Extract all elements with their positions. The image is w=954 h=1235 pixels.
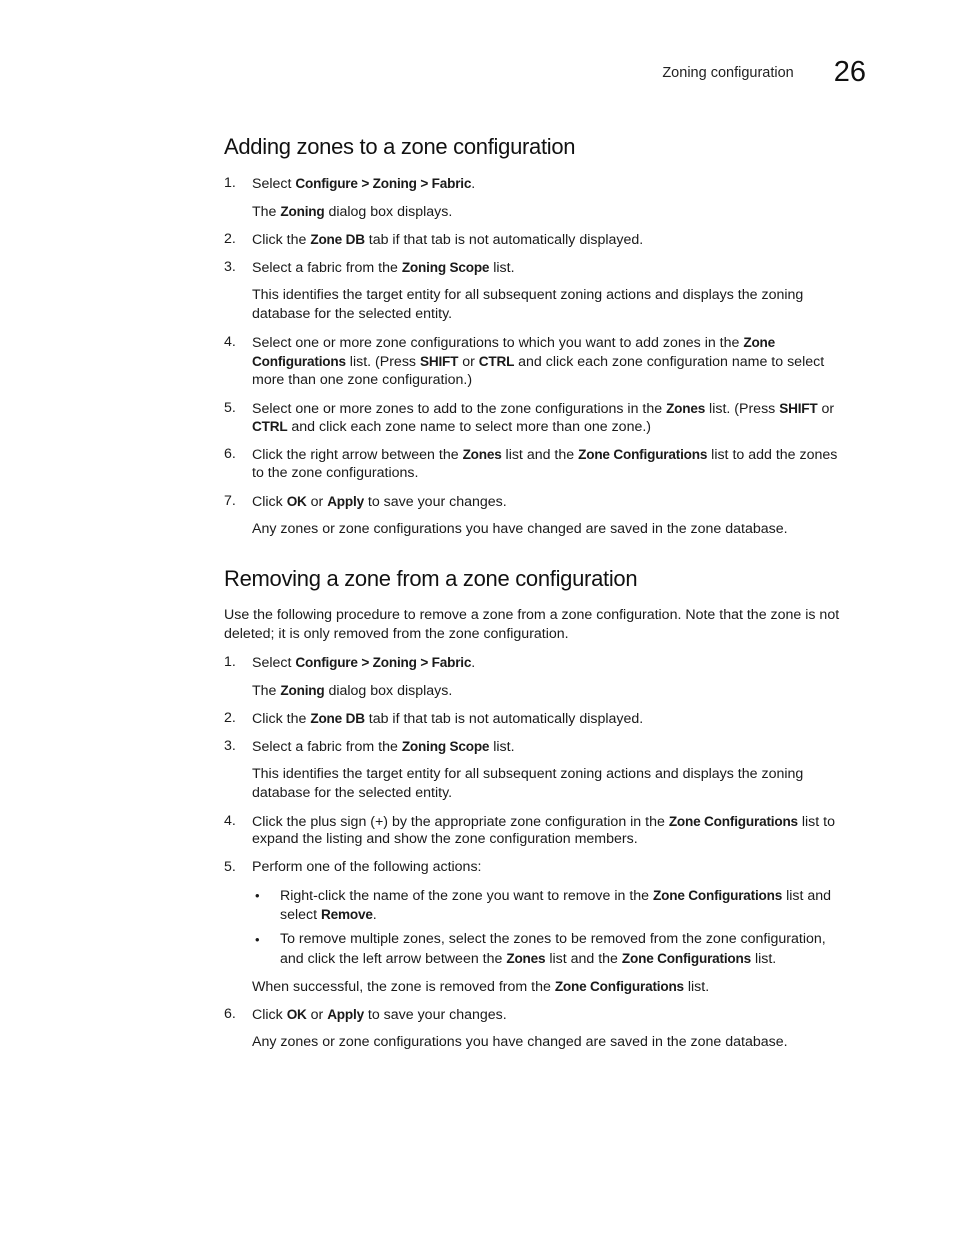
text-run: or	[306, 494, 328, 510]
step-text-line	[252, 417, 651, 437]
ui-term: Zone Configurations	[653, 888, 783, 903]
text-run: list.	[683, 979, 710, 995]
step-text-line	[252, 858, 482, 877]
text-run: Select a fabric from the	[252, 260, 402, 276]
text-run: to the zone configurations.	[252, 465, 419, 481]
step-number: 4.	[224, 813, 236, 829]
step-text-line	[252, 445, 837, 465]
step-text-line	[252, 977, 709, 997]
ui-term: Zone DB	[310, 232, 365, 247]
text-run: Click	[252, 494, 287, 510]
step-text-line	[280, 930, 826, 949]
text-run: Click	[252, 1007, 287, 1023]
step-text-line	[252, 399, 834, 419]
text-run: list. (Press	[345, 354, 420, 370]
text-run: Select a fabric from the	[252, 739, 402, 755]
text-run: Any zones or zone configurations you have changed are saved in the zone database.	[252, 521, 788, 537]
ui-term: OK	[286, 1007, 307, 1022]
text-run: more than one zone configuration.)	[252, 372, 473, 388]
text-run: list to	[797, 814, 835, 830]
step-text-line	[252, 333, 775, 353]
text-run: To remove multiple zones, select the zones to be removed from the zone configuration,	[280, 931, 826, 947]
ui-term: Configurations	[252, 354, 346, 369]
step-number: 3.	[224, 259, 236, 275]
text-run: database for the selected entity.	[252, 306, 453, 322]
ui-term: Zones	[462, 447, 502, 462]
step-text-line	[280, 949, 776, 969]
text-run: Click the	[252, 232, 311, 248]
ui-term: Zone Configurations	[668, 814, 798, 829]
text-run: and click each zone name to select more than one zone.)	[287, 419, 652, 435]
text-run: list and the	[501, 447, 579, 463]
intro-text-line: deleted; it is only removed from the zone configuration.	[224, 626, 569, 642]
ui-term: Remove	[321, 907, 373, 922]
ui-term: Zone Configurations	[578, 447, 708, 462]
ui-term: Zones	[666, 401, 706, 416]
section-heading-adding-zones: Adding zones to a zone configuration	[224, 134, 576, 159]
text-run: The	[252, 204, 281, 220]
text-run: This identifies the target entity for all subsequent zoning actions and displays the zoning	[252, 287, 804, 303]
text-run: dialog box displays.	[324, 683, 453, 699]
step-number: 5.	[224, 859, 236, 875]
step-text-line	[252, 681, 452, 701]
step-text-line	[252, 709, 643, 729]
step-number: 4.	[224, 334, 236, 350]
ui-term: Zoning Scope	[401, 260, 490, 275]
text-run: .	[372, 907, 377, 923]
step-text-line	[252, 464, 418, 483]
ui-term: Zone Configurations	[621, 951, 751, 966]
step-number: 6.	[224, 446, 236, 462]
text-run: When successful, the zone is removed from the	[252, 979, 555, 995]
ui-term: Apply	[327, 1007, 364, 1022]
text-run: list. (Press	[705, 401, 780, 417]
text-run: Click the right arrow between the	[252, 447, 463, 463]
ui-term: Zoning Scope	[401, 739, 490, 754]
step-text-line	[252, 653, 475, 673]
ui-term: Zone DB	[310, 711, 365, 726]
text-run: to save your changes.	[363, 494, 507, 510]
text-run: list and	[782, 888, 832, 904]
step-text-line	[280, 886, 831, 906]
text-run: or	[458, 354, 479, 370]
step-number: 6.	[224, 1006, 236, 1022]
step-number: 7.	[224, 493, 236, 509]
section-heading-removing-zone: Removing a zone from a zone configuration	[224, 566, 638, 591]
text-run: and click each zone configuration name to select	[514, 354, 825, 370]
step-number: 1.	[224, 175, 236, 191]
step-text-line	[252, 1033, 788, 1052]
text-run: Any zones or zone configurations you have changed are saved in the zone database.	[252, 1034, 788, 1050]
text-run: database for the selected entity.	[252, 785, 453, 801]
step-text-line	[252, 520, 788, 539]
text-run: Select one or more zone configurations to which you want to add zones in the	[252, 335, 744, 351]
bullet-marker: •	[255, 888, 260, 903]
ui-term: Configure > Zoning > Fabric	[295, 176, 472, 191]
intro-text-line: Use the following procedure to remove a zone from a zone configuration. Note that the zone is not	[224, 607, 840, 623]
step-number: 3.	[224, 738, 236, 754]
ui-term: Configure > Zoning > Fabric	[295, 655, 472, 670]
text-run: to save your changes.	[363, 1007, 507, 1023]
chapter-number: 26	[833, 56, 866, 88]
text-run: list.	[489, 739, 515, 755]
step-text-line	[252, 286, 803, 305]
ui-term: OK	[286, 494, 307, 509]
step-text-line	[252, 812, 835, 832]
step-text-line	[252, 371, 472, 390]
text-run: select	[280, 907, 322, 923]
text-run: list to add the zones	[707, 447, 838, 463]
bullet-marker: •	[255, 932, 260, 947]
text-run: and click the left arrow between the	[280, 951, 507, 967]
text-run: This identifies the target entity for all subsequent zoning actions and displays the zoning	[252, 766, 804, 782]
step-text-line	[252, 305, 452, 324]
text-run: Click the	[252, 711, 311, 727]
step-text-line	[252, 830, 638, 849]
text-run: expand the listing and show the zone configuration members.	[252, 831, 638, 847]
text-run: tab if that tab is not automatically displayed.	[364, 711, 644, 727]
ui-term: Zones	[506, 951, 546, 966]
text-run: .	[471, 655, 476, 671]
text-run: Right-click the name of the zone you want to remove in the	[280, 888, 654, 904]
step-number: 5.	[224, 400, 236, 416]
ui-term: CTRL	[252, 419, 288, 434]
text-run: or	[817, 401, 835, 417]
ui-term: SHIFT	[779, 401, 818, 416]
chapter-title: Zoning configuration	[662, 64, 794, 81]
step-number: 1.	[224, 654, 236, 670]
step-text-line	[252, 492, 507, 512]
step-text-line	[252, 174, 475, 194]
step-text-line	[252, 258, 515, 278]
step-text-line	[252, 1005, 507, 1025]
text-run: Perform one of the following actions:	[252, 859, 482, 875]
ui-term: Zone Configurations	[554, 979, 684, 994]
text-run: Select	[252, 176, 296, 192]
step-text-line	[252, 765, 803, 784]
step-text-line	[252, 737, 515, 757]
text-run: .	[471, 176, 476, 192]
text-run: The	[252, 683, 281, 699]
text-run: or	[306, 1007, 328, 1023]
step-text-line	[252, 230, 643, 250]
step-text-line	[252, 352, 824, 372]
step-number: 2.	[224, 710, 236, 726]
step-text-line	[252, 202, 452, 222]
step-text-line	[252, 784, 452, 803]
step-text-line	[280, 905, 377, 925]
page-header	[662, 56, 866, 89]
ui-term: Zone	[743, 335, 776, 350]
ui-term: CTRL	[478, 354, 515, 369]
text-run: list.	[489, 260, 515, 276]
ui-term: SHIFT	[419, 354, 459, 369]
text-run: dialog box displays.	[324, 204, 453, 220]
text-run: list.	[751, 951, 777, 967]
text-run: Click the plus sign (+) by the appropriate zone configuration in the	[252, 814, 669, 830]
ui-term: Apply	[327, 494, 364, 509]
ui-term: Zoning	[280, 683, 325, 698]
text-run: Select one or more zones to add to the zone configurations in the	[252, 401, 667, 417]
text-run: list and the	[545, 951, 622, 967]
text-run: Select	[252, 655, 296, 671]
text-run: tab if that tab is not automatically displayed.	[364, 232, 644, 248]
ui-term: Zoning	[280, 204, 325, 219]
step-number: 2.	[224, 231, 236, 247]
